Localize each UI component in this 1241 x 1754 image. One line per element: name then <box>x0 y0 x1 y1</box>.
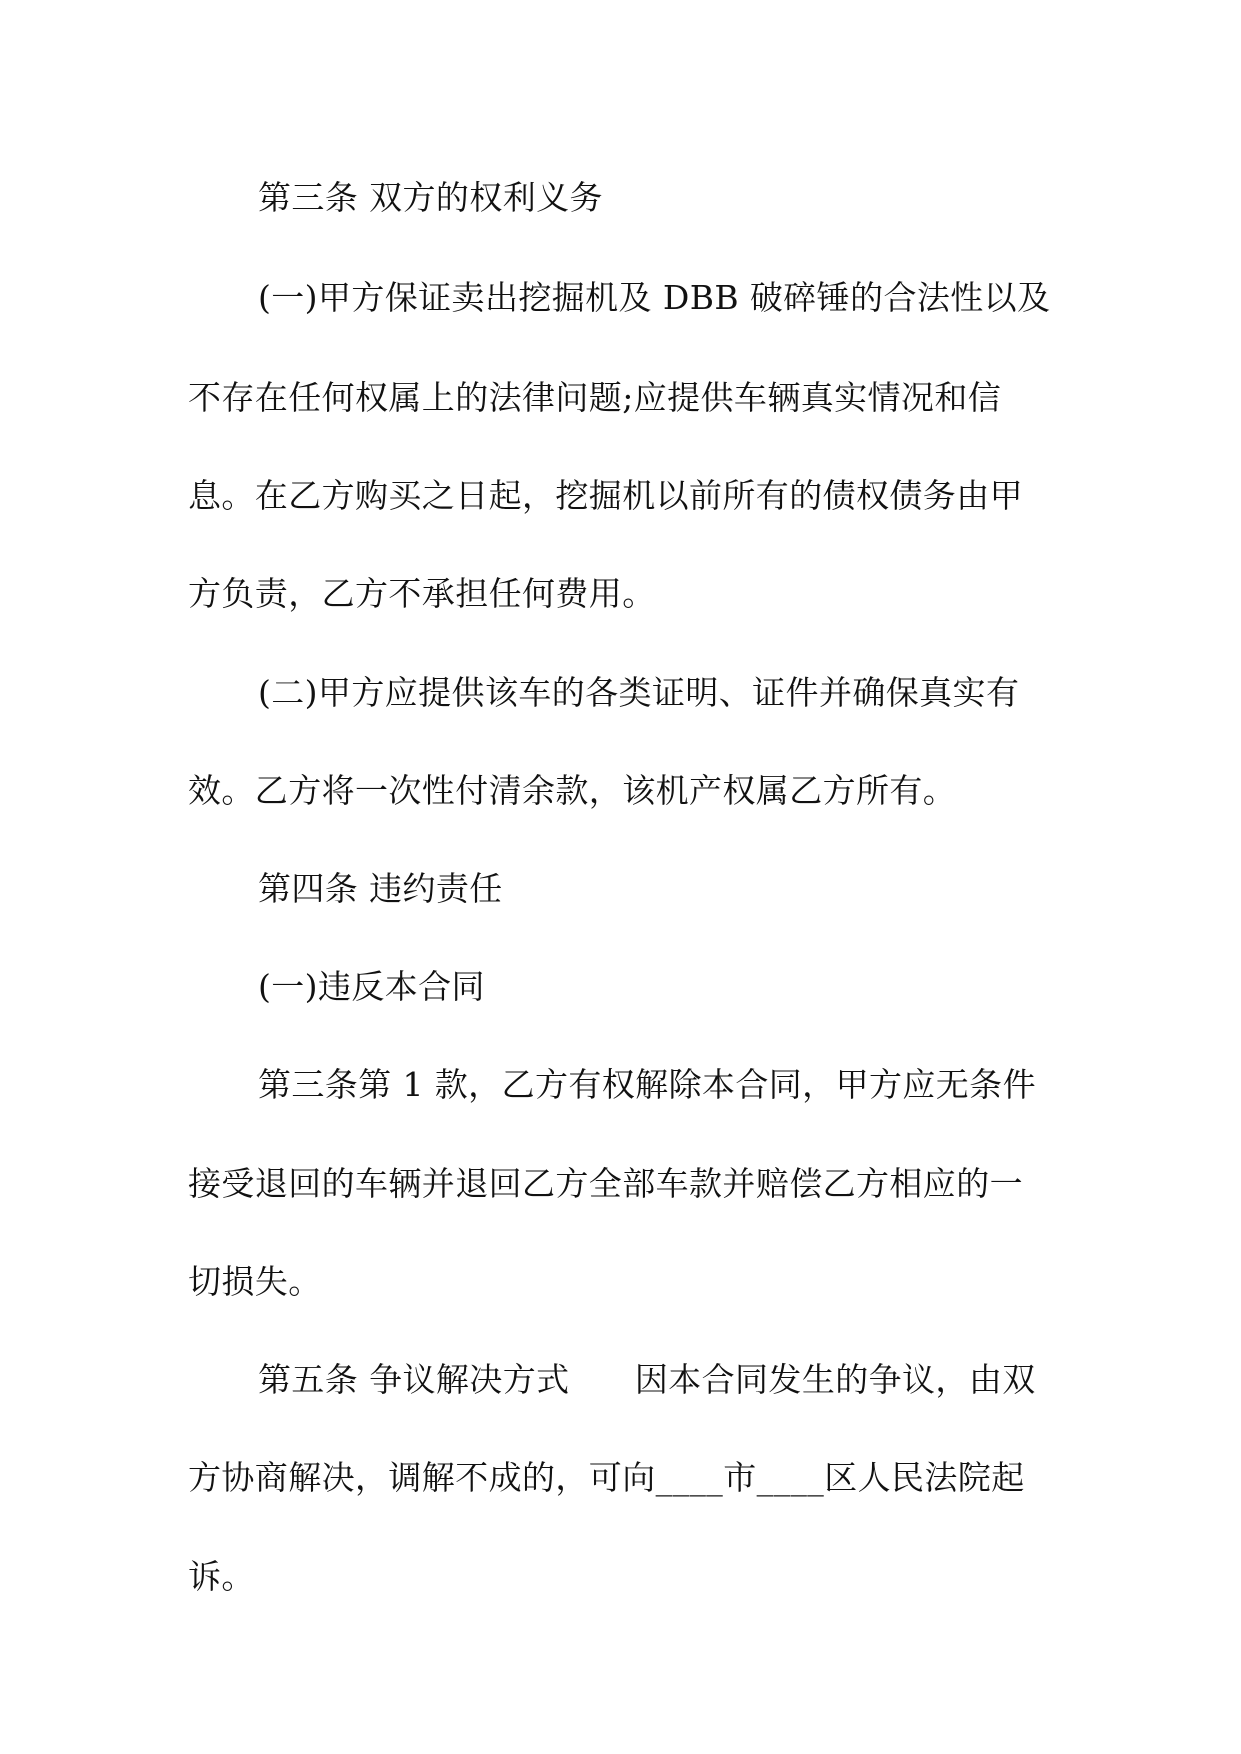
clause-3-1-line-2: 不存在任何权属上的法律问题;应提供车辆真实情况和信 <box>188 378 1002 417</box>
clause-3-1-line-4: 方负责，乙方不承担任何费用。 <box>188 574 656 613</box>
clause-4-1-line-2: 接受退回的车辆并退回乙方全部车款并赔偿乙方相应的一 <box>188 1164 1023 1203</box>
clause-3-2-line-2: 效。乙方将一次性付清余款，该机产权属乙方所有。 <box>188 771 957 810</box>
clause-4-1-line-1: 第三条第 1 款，乙方有权解除本合同，甲方应无条件 <box>258 1065 1036 1104</box>
clause-3-1-line-1: (一)甲方保证卖出挖掘机及 DBB 破碎锤的合法性以及 <box>258 278 1051 317</box>
clause-4-1-heading: (一)违反本合同 <box>258 967 485 1006</box>
article-3-heading: 第三条 双方的权利义务 <box>258 178 603 217</box>
article-5-line-2: 方协商解决，调解不成的，可向____市____区人民法院起 <box>188 1458 1025 1497</box>
clause-3-1-line-3: 息。在乙方购买之日起，挖掘机以前所有的债权债务由甲 <box>188 476 1023 515</box>
article-5-line-1: 第五条 争议解决方式 因本合同发生的争议，由双 <box>258 1360 1036 1399</box>
clause-4-1-line-3: 切损失。 <box>188 1262 322 1301</box>
clause-3-2-line-1: (二)甲方应提供该车的各类证明、证件并确保真实有 <box>258 673 1020 712</box>
article-5-line-3: 诉。 <box>188 1557 255 1596</box>
article-4-heading: 第四条 违约责任 <box>258 869 503 908</box>
